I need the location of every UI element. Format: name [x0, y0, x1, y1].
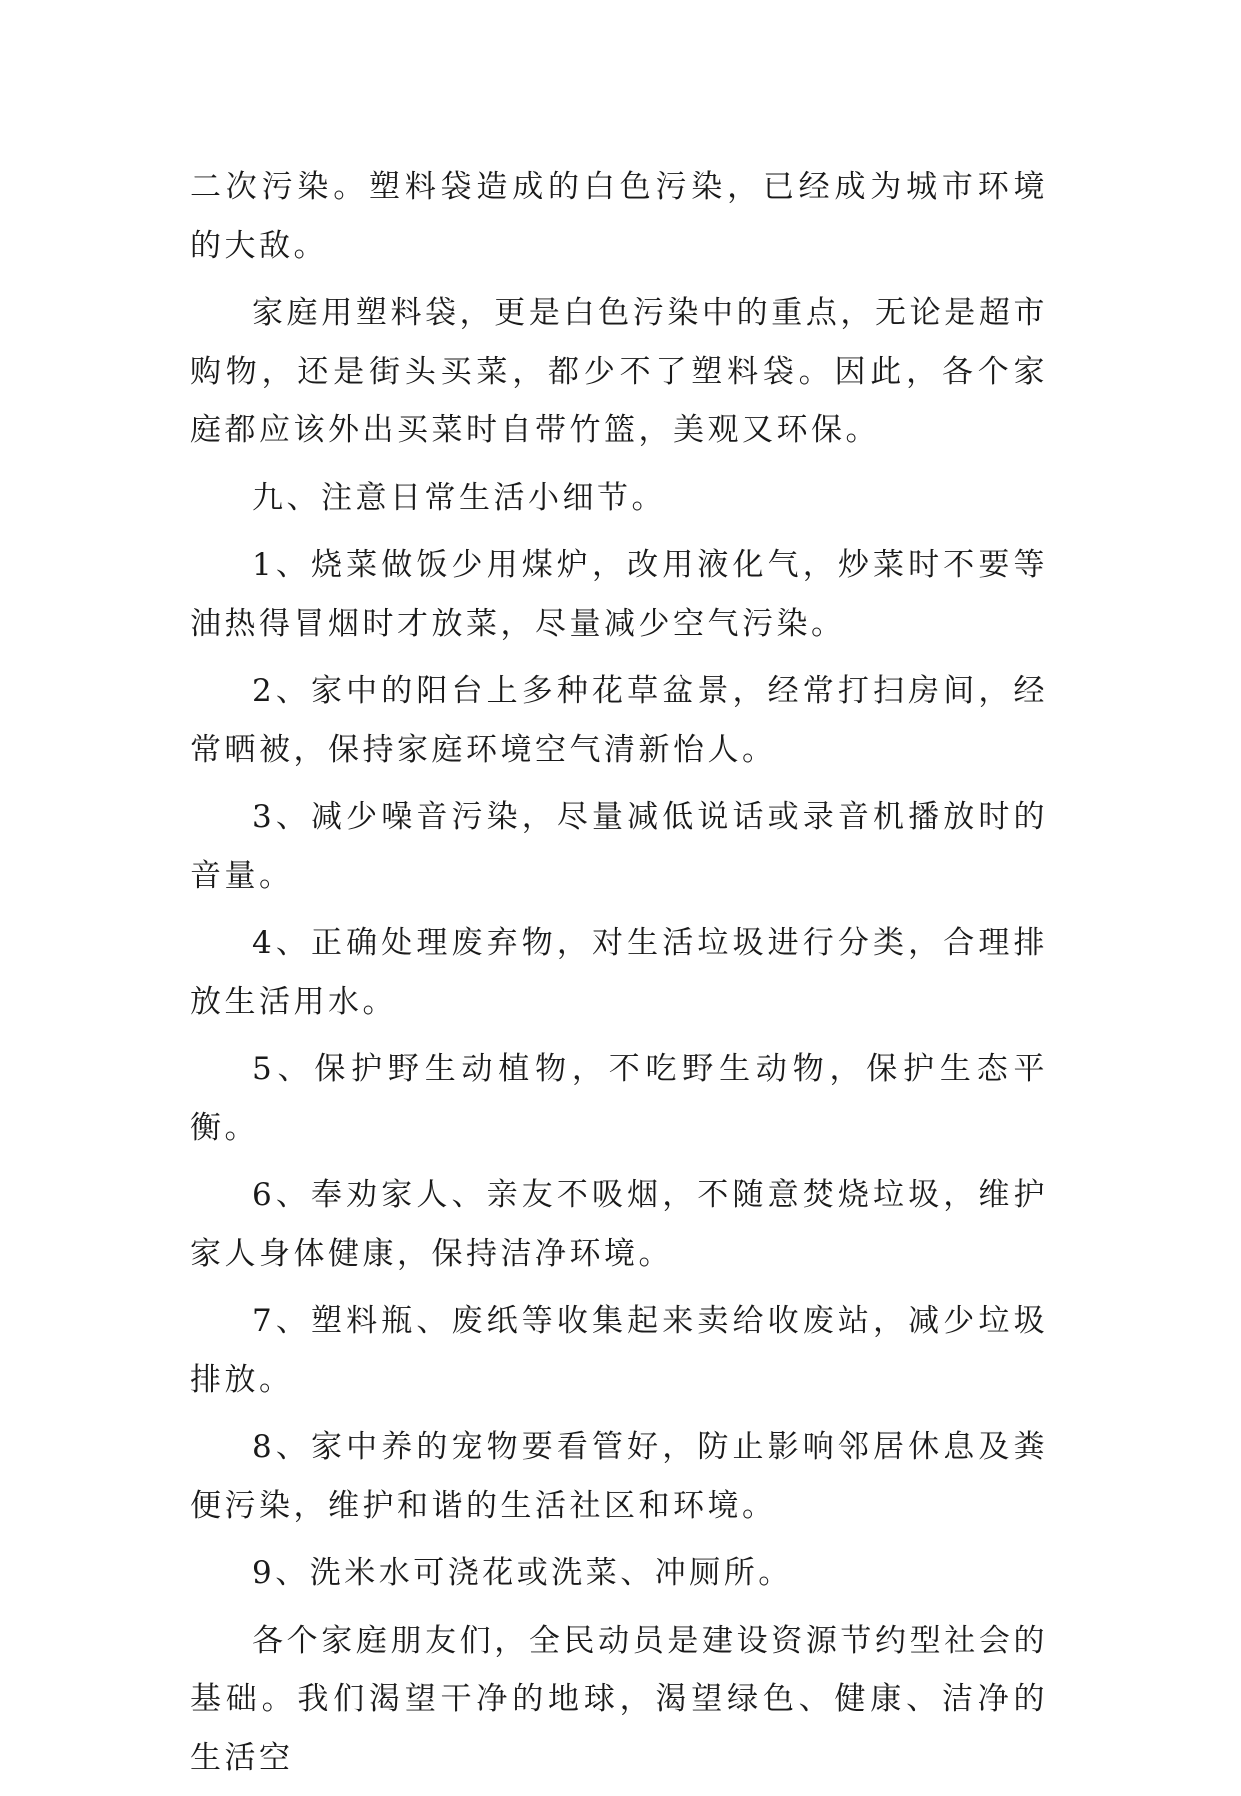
list-item-7: 7、塑料瓶、废纸等收集起来卖给收废站，减少垃圾排放。 — [190, 1303, 1048, 1398]
list-item-6: 6、奉劝家人、亲友不吸烟，不随意焚烧垃圾，维护家人身体健康，保持洁净环境。 — [190, 1177, 1048, 1272]
paragraph-plastic-bags: 家庭用塑料袋，更是白色污染中的重点，无论是超市购物，还是街头买菜，都少不了塑料袋。因此，各个家庭都应该外出买菜时自带竹篮，美观又环保。 — [190, 295, 1048, 448]
paragraph-continuation: 二次污染。塑料袋造成的白色污染，已经成为城市环境的大敌。 — [190, 169, 1048, 264]
list-item-4: 4、正确处理废弃物，对生活垃圾进行分类，合理排放生活用水。 — [190, 925, 1048, 1020]
list-item-5: 5、保护野生动植物，不吃野生动物，保护生态平衡。 — [190, 1051, 1048, 1146]
document-page — [190, 158, 1048, 1796]
list-item-3: 3、减少噪音污染，尽量减低说话或录音机播放时的音量。 — [190, 799, 1048, 894]
list-item-1: 1、烧菜做饭少用煤炉，改用液化气，炒菜时不要等油热得冒烟时才放菜，尽量减少空气污染。 — [190, 547, 1048, 642]
section-heading-9: 九、注意日常生活小细节。 — [252, 479, 666, 516]
closing-paragraph: 各个家庭朋友们，全民动员是建设资源节约型社会的基础。我们渴望干净的地球，渴望绿色、健康、洁净的生活空 — [190, 1622, 1048, 1776]
list-item-8: 8、家中养的宠物要看管好，防止影响邻居休息及粪便污染，维护和谐的生活社区和环境。 — [190, 1429, 1048, 1524]
list-item-9: 9、洗米水可浇花或洗菜、冲厕所。 — [252, 1555, 793, 1591]
list-item-2: 2、家中的阳台上多种花草盆景，经常打扫房间，经常晒被，保持家庭环境空气清新怡人。 — [190, 673, 1048, 768]
